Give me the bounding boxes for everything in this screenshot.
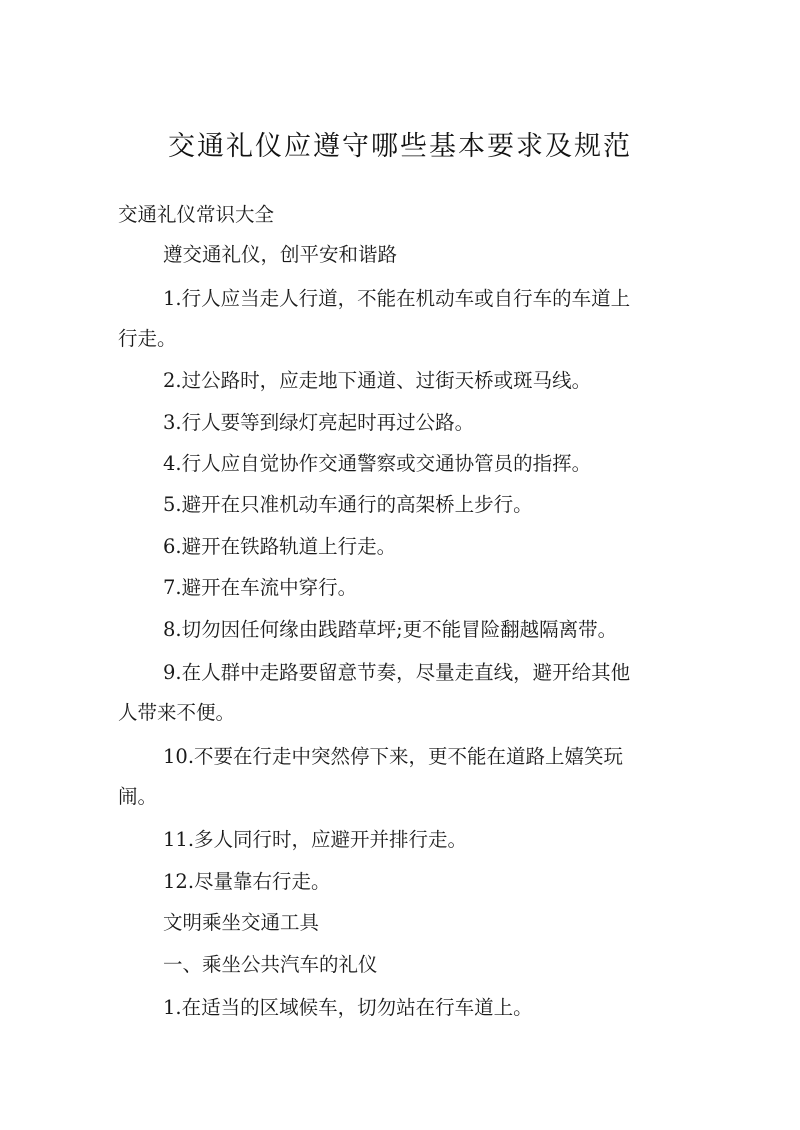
paragraph-line: 一、乘坐公共汽车的礼仪 [163,953,378,976]
body-paragraph [118,444,698,484]
paragraph-line: 8.切勿因任何缘由践踏草坪;更不能冒险翻越隔离带。 [163,618,618,641]
paragraph-line: 2.过公路时，应走地下通道、过街天桥或斑马线。 [163,369,592,392]
paragraph-line: 行走。 [118,327,177,350]
paragraph-line: 11.多人同行时，应避开并排行走。 [163,828,468,851]
subheading-paragraph [118,903,698,943]
body-paragraph [118,862,698,902]
body-paragraph [118,988,698,1028]
paragraph-line: 3.行人要等到绿灯亮起时再过公路。 [163,411,475,434]
paragraph-line: 1.在适当的区域候车，切勿站在行车道上。 [163,996,533,1019]
paragraph-line: 人带来不便。 [118,701,236,724]
paragraph-line: 文明乘坐交通工具 [163,911,320,934]
paragraph-line: 闹。 [118,785,158,808]
paragraph-line: 交通礼仪常识大全 [118,203,275,226]
body-paragraph [118,485,698,525]
section-heading [118,195,698,235]
body-paragraph [118,403,698,443]
paragraph-line: 7.避开在车流中穿行。 [163,576,358,599]
paragraph-line: 5.避开在只准机动车通行的高架桥上步行。 [163,493,533,516]
paragraph-line: 12.尽量靠右行走。 [163,870,331,893]
document-title: 交通礼仪应遵守哪些基本要求及规范 [168,131,632,162]
body-paragraph [118,361,698,401]
paragraph-line: 9.在人群中走路要留意节奏，尽量走直线，避开给其他 [163,661,631,684]
paragraph-line: 遵交通礼仪，创平安和谐路 [163,243,398,266]
body-paragraph [118,737,698,817]
body-paragraph [118,610,698,650]
subheading-paragraph [118,945,698,985]
paragraph-line: 4.行人应自觉协作交通警察或交通协管员的指挥。 [163,452,592,475]
subheading-paragraph [118,235,698,275]
body-paragraph [118,653,698,733]
body-paragraph [118,527,698,567]
paragraph-line: 1.行人应当走人行道，不能在机动车或自行车的车道上 [163,287,631,310]
body-paragraph [118,820,698,860]
paragraph-line: 6.避开在铁路轨道上行走。 [163,535,397,558]
paragraph-line: 10.不要在行走中突然停下来，更不能在道路上嬉笑玩 [163,745,624,768]
body-paragraph [118,568,698,608]
body-paragraph [118,279,698,359]
